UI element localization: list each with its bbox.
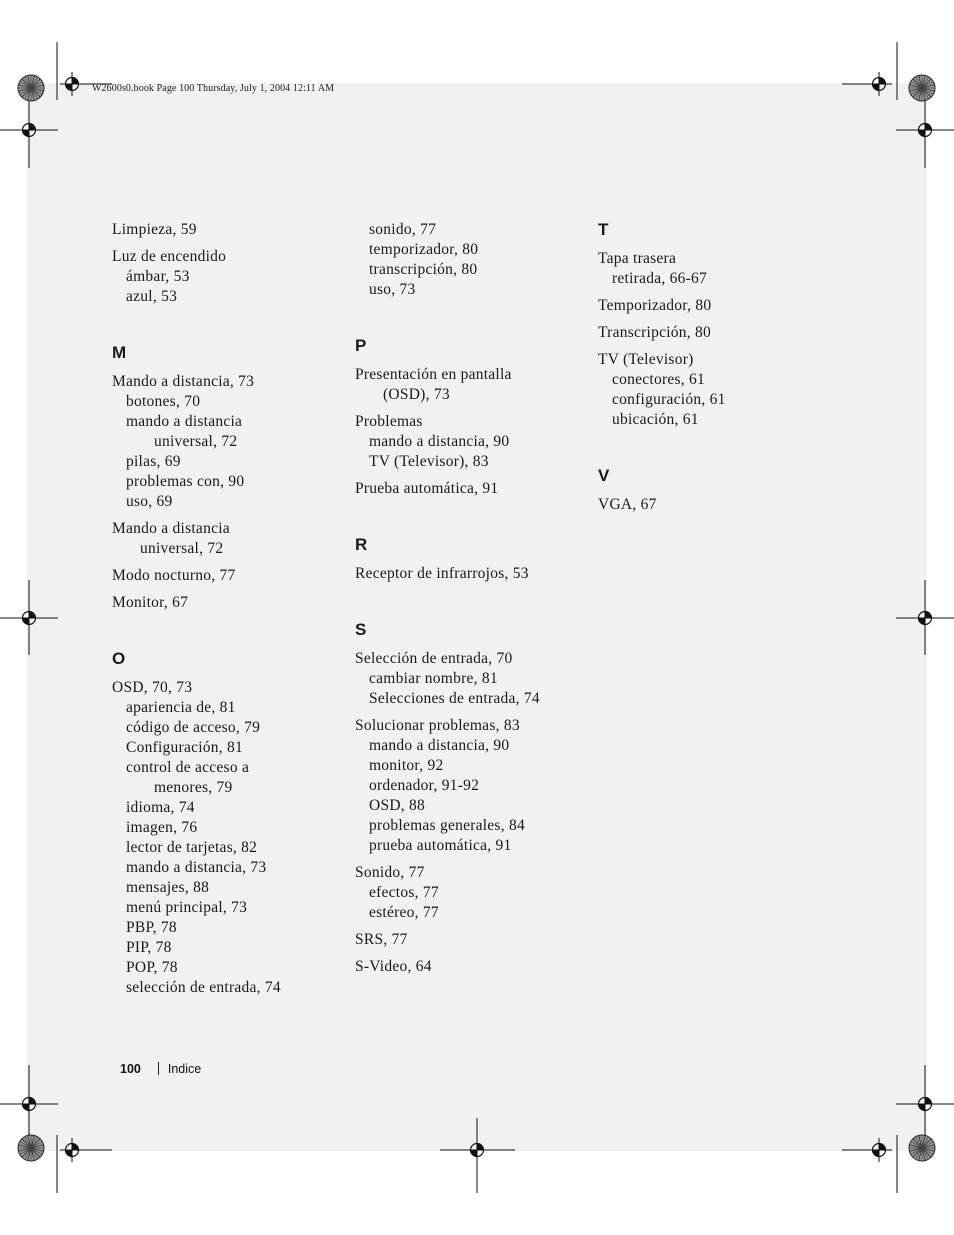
index-subentry: botones, 70	[126, 393, 201, 410]
index-subentry: conectores, 61	[612, 371, 706, 388]
index-column-2	[355, 220, 540, 984]
index-subentry: imagen, 76	[126, 819, 198, 836]
index-entry-group	[598, 350, 726, 430]
page-footer	[120, 1062, 201, 1076]
print-header: W2600s0.book Page 100 Thursday, July 1, 2004 12:11 AM	[92, 83, 335, 94]
index-entry-group	[355, 716, 540, 856]
index-entry-group	[112, 566, 281, 586]
index-subentry: selección de entrada, 74	[126, 979, 281, 996]
index-entry: (OSD), 73	[383, 386, 450, 403]
index-subentry: idioma, 74	[126, 799, 195, 816]
index-entry-group	[355, 957, 540, 977]
index-entry: Problemas	[355, 413, 423, 430]
index-entry: Tapa trasera	[598, 250, 677, 267]
index-entry: VGA, 67	[598, 496, 657, 513]
index-entry: Transcripción, 80	[598, 324, 712, 341]
footer-section-title: Indice	[167, 1062, 202, 1076]
index-entry: Prueba automática, 91	[355, 480, 499, 497]
index-subentry: menú principal, 73	[126, 899, 248, 916]
index-entry-group	[112, 372, 281, 512]
index-subentry: POP, 78	[126, 959, 178, 976]
index-entry-group	[355, 863, 540, 923]
index-subentry: retirada, 66-67	[612, 270, 707, 287]
index-entry: Presentación en pantalla	[355, 366, 512, 383]
index-entry-group	[355, 365, 540, 405]
index-subentry: pilas, 69	[126, 453, 181, 470]
index-entry: Sonido, 77	[355, 864, 425, 881]
index-subentry: uso, 69	[126, 493, 173, 510]
index-entry: OSD, 70, 73	[112, 679, 193, 696]
page-number: 100	[120, 1062, 141, 1076]
index-entry: SRS, 77	[355, 931, 408, 948]
index-entry: Solucionar problemas, 83	[355, 717, 520, 734]
index-letter-heading: R	[355, 535, 368, 554]
index-subentry: sonido, 77	[369, 221, 437, 238]
index-subentry: universal, 72	[154, 433, 238, 450]
index-subentry: mando a distancia, 90	[369, 737, 510, 754]
index-entry-group	[355, 564, 540, 584]
index-letter-heading: O	[112, 649, 126, 668]
index-subentry: mensajes, 88	[126, 879, 210, 896]
index-entry-group	[355, 649, 540, 709]
index-entry: Monitor, 67	[112, 594, 189, 611]
index-subentry: problemas con, 90	[126, 473, 245, 490]
index-subentry: monitor, 92	[369, 757, 444, 774]
index-subentry: código de acceso, 79	[126, 719, 261, 736]
index-subentry: TV (Televisor), 83	[369, 453, 489, 470]
index-entry: universal, 72	[140, 540, 224, 557]
index-column-1	[112, 220, 281, 1005]
index-column-3	[598, 220, 726, 522]
index-subentry: temporizador, 80	[369, 241, 479, 258]
index-subentry: cambiar nombre, 81	[369, 670, 498, 687]
index-subentry: menores, 79	[154, 779, 233, 796]
index-subentry: PBP, 78	[126, 919, 177, 936]
index-subentry: estéreo, 77	[369, 904, 439, 921]
index-subentry: transcripción, 80	[369, 261, 478, 278]
index-subentry: PIP, 78	[126, 939, 172, 956]
index-letter-heading: S	[355, 620, 367, 639]
index-entry-group	[598, 249, 726, 289]
footer-divider	[158, 1062, 159, 1075]
index-entry-group	[112, 519, 281, 559]
index-entry-group	[112, 593, 281, 613]
index-entry: Receptor de infrarrojos, 53	[355, 565, 529, 582]
index-subentry: Selecciones de entrada, 74	[369, 690, 540, 707]
index-entry-group	[598, 495, 726, 515]
index-entry: Mando a distancia, 73	[112, 373, 255, 390]
index-subentry: control de acceso a	[126, 759, 250, 776]
index-subentry: configuración, 61	[612, 391, 726, 408]
index-letter-heading: T	[598, 220, 609, 239]
index-subentry: OSD, 88	[369, 797, 426, 814]
index-subentry: prueba automática, 91	[369, 837, 512, 854]
index-subentry: lector de tarjetas, 82	[126, 839, 258, 856]
index-entry: Selección de entrada, 70	[355, 650, 513, 667]
index-letter-heading: P	[355, 336, 367, 355]
index-subentry: ordenador, 91-92	[369, 777, 480, 794]
index-entry: Temporizador, 80	[598, 297, 712, 314]
index-letter-heading: V	[598, 466, 610, 485]
index-subentry: azul, 53	[126, 288, 178, 305]
index-subentry: Configuración, 81	[126, 739, 244, 756]
index-entry-group	[112, 247, 281, 307]
index-entry-group	[112, 220, 281, 240]
index-entry-group	[355, 412, 540, 472]
index-entry-group	[355, 220, 540, 300]
index-entry: Luz de encendido	[112, 248, 227, 265]
index-entry: Modo nocturno, 77	[112, 567, 236, 584]
index-entry: S-Video, 64	[355, 958, 432, 975]
index-subentry: problemas generales, 84	[369, 817, 525, 834]
index-subentry: ámbar, 53	[126, 268, 190, 285]
index-entry-group	[598, 323, 726, 343]
index-subentry: mando a distancia, 90	[369, 433, 510, 450]
index-entry-group	[112, 678, 281, 998]
index-subentry: ubicación, 61	[612, 411, 699, 428]
index-entry-group	[355, 479, 540, 499]
index-entry: Limpieza, 59	[112, 221, 197, 238]
index-subentry: mando a distancia	[126, 413, 243, 430]
index-subentry: uso, 73	[369, 281, 416, 298]
index-subentry: apariencia de, 81	[126, 699, 236, 716]
index-entry-group	[598, 296, 726, 316]
index-entry: TV (Televisor)	[598, 351, 694, 368]
index-letter-heading: M	[112, 343, 127, 362]
index-entry: Mando a distancia	[112, 520, 230, 537]
index-subentry: mando a distancia, 73	[126, 859, 267, 876]
index-subentry: efectos, 77	[369, 884, 439, 901]
index-entry-group	[355, 930, 540, 950]
